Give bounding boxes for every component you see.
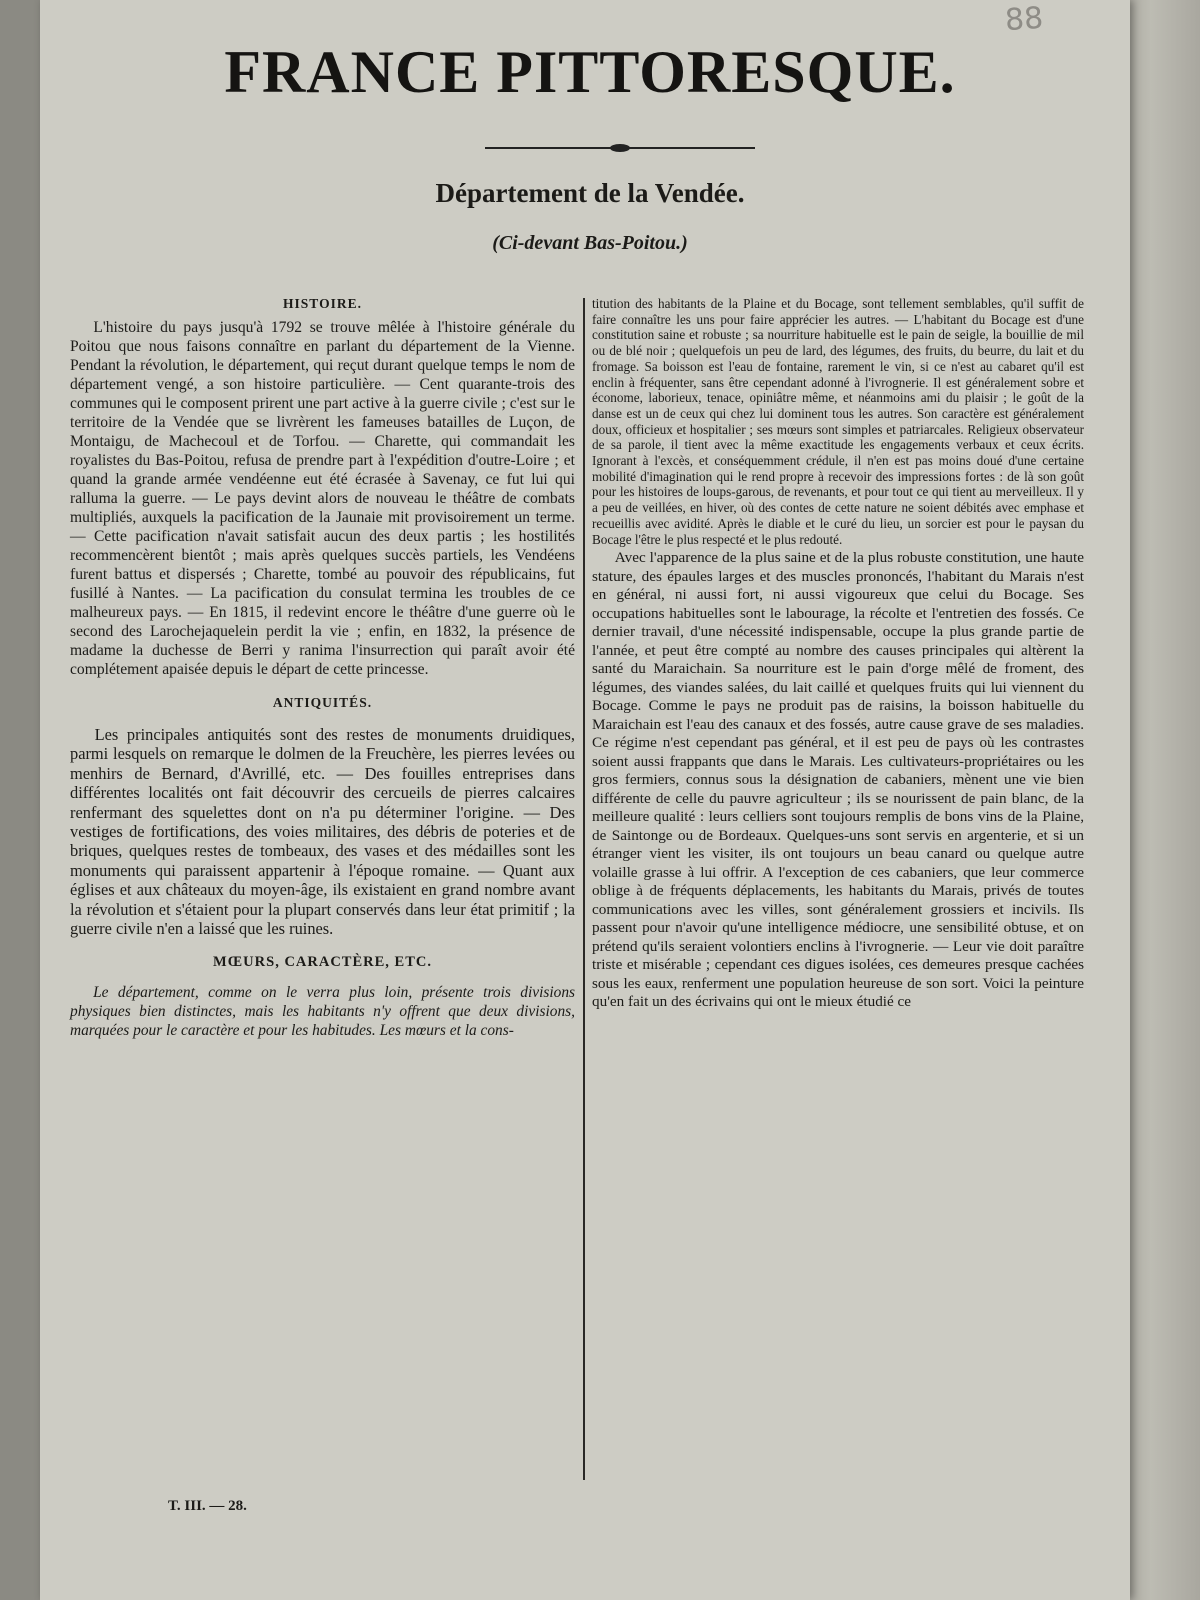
rule-ornament: [610, 144, 630, 152]
left-column: [70, 296, 575, 1040]
section-heading-moeurs: MŒURS, CARACTÈRE, ETC.: [213, 954, 432, 971]
department-subtitle: (Ci-devant Bas-Poitou.): [492, 232, 688, 254]
section-heading-antiquites: ANTIQUITÉS.: [272, 695, 373, 710]
moeurs-paragraph: Le département, comme on le verra plus loin, présente trois divisions physiques bien distinctes, mais les habitants n'y offrent que deux divisions, marquées pour le caractère et pour les habitudes. Les mœurs et la cons-: [70, 984, 575, 1040]
publication-title: FRANCE PITTORESQUE.: [224, 39, 956, 105]
marais-paragraph: Avec l'apparence de la plus saine et de la plus robuste constitution, une haute stature, des épaules larges et des muscles prononcés, l'habitant du Marais n'est en général, ni aussi fort, ni aussi vigoureux que celui du Bocage. Ses occupations habituelles sont le labourage, la récolte et l'entretien des fossés. Ce dernier travail, d'une nécessité indispensable, occupe la plus grande partie de l'année, et peut être compté au nombre des causes principales qui altèrent la santé du Maraichain. Sa nourriture est le pain d'orge mêlé de froment, des légumes, des viandes salées, du lait caillé et quelques fruits qui lui viennent du Bocage. Comme le pays ne produit pas de raisins, la boisson habituelle du Maraichain est l'eau des canaux et des fossés, autre cause grave de ses maladies. Ce régime n'est cependant pas général, et il est peu de pays où les contrastes soient aussi frappants que dans le Marais. Les cultivateurs-propriétaires ou les gros fermiers, connus sous la désignation de cabaniers, mènent une vie bien différente de celle du pauvre agriculteur ; ils se nourissent de pain blanc, de la meilleure qualité : leurs celliers sont toujours remplis de bons vins de la Plaine, de Saintonge ou de Bordeaux. Quelques-uns sont servis en argenterie, et si un étranger vient les visiter, ils ont toujours un beau canard ou quelque autre volaille grasse à lui offrir. A l'exception de ces cabaniers, que leur commerce oblige à de fréquents déplacements, les habitants du Marais, privés de toutes communications avec les villes, sont généralement grossiers et incivils. Ils passent pour n'avoir qu'une intelligence médiocre, une sensibilité obtuse, et on prétend qu'ils seraient volontiers enclins à l'ivrognerie. — Leur vie doit paraître triste et misérable ; cependant ces digues isolées, ces demeures presque cachées sous les eaux, renferment une population heureuse de son sort. Voici la peinture qu'en fait un des écrivains qui ont le mieux étudié ce: [592, 549, 1084, 1011]
antiquites-paragraph: Les principales antiquités sont des restes de monuments druidiques, parmi lesquels on remarque le dolmen de la Freuchère, les pierres levées ou menhirs de Bernard, d'Avrillé, etc. — Des fouilles entreprises dans différentes localités ont fait découvrir des cercueils de pierres calcaires renfermant des squelettes dont on n'a pu déterminer l'origine. — Des vestiges de fortifications, des voies militaires, des débris de poteries et de briques, quelques restes de tombeaux, des vases et des médailles sont les monuments qui paraissent appartenir à l'époque romaine. — Quant aux églises et aux châteaux du moyen-âge, ils existaient en grand nombre avant la révolution et s'étaient pour la plupart conservés dans leur état primitif ; la guerre civile n'en a laissé que les ruines.: [70, 725, 575, 939]
page-folio: T. III. — 28.: [168, 1498, 247, 1514]
histoire-paragraph: L'histoire du pays jusqu'à 1792 se trouve mêlée à l'histoire générale du Poitou que nous faisons connaître en parlant du département de la Vienne. Pendant la révolution, le département, qui reçut durant quelque temps le nom de département vengé, a son histoire particulière. — Cent quarante-trois des communes qui le composent prirent une part active à la guerre civile ; c'est sur le territoire de la Vendée que se livrèrent les fameuses batailles de Luçon, de Montaigu, de Machecoul et de Torfou. — Charette, qui commandait les royalistes du Bas-Poitou, refusa de prendre part à l'expédition d'outre-Loire ; et quand la grande armée vendéenne eut été écrasée à Savenay, ce fut lui qui ralluma la guerre. — Le pays devint alors de nouveau le théâtre de combats multipliés, auxquels la pacification de la Jaunaie mit provisoirement un terme. — Cette pacification n'avait satisfait aucun des deux partis ; les hostilités recommencèrent bientôt ; mais après quelques succès partiels, les Vendéens furent battus et dispersés ; Charette, tombé au pouvoir des républicains, fut fusillé à Nantes. — La pacification du consulat termina les troubles de ce malheureux pays. — En 1815, il redevint encore le théâtre d'une guerre où le second des Larochejaquelein perdit la vie ; enfin, en 1832, la présence de madame la duchesse de Berri y ranima l'insurrection qui paraît avoir été complétement apaisée depuis le départ de cette princesse.: [70, 319, 575, 678]
pencil-annotation: 88: [1003, 0, 1045, 39]
column-divider: [583, 298, 585, 1480]
section-heading-histoire: HISTOIRE.: [283, 296, 362, 311]
bocage-paragraph: titution des habitants de la Plaine et du Bocage, sont tellement semblables, qu'il suffit de faire connaître les uns pour faire apprécier les autres. — L'habitant du Bocage est d'une constitution saine et robuste ; sa nourriture habituelle est le pain de seigle, la bouillie de mil ou de blé noir ; quelquefois un peu de lard, des légumes, des fruits, du beurre, du lait et du fromage. Sa boisson est l'eau de fontaine, rarement le vin, si ce n'est au cabaret qu'il est enclin à fréquenter, sans être cependant adonné à l'ivrognerie. Il est généralement sobre et économe, laborieux, tenace, opiniâtre même, et néanmoins ami du plaisir ; le goût de la danse est un de ceux qui chez lui dominent tous les autres. Son caractère est généralement doux, officieux et hospitalier ; ses mœurs sont simples et patriarcales. Religieux observateur de sa parole, il tient avec la même exactitude les engagements verbaux et ceux écrits. Ignorant à l'excès, et conséquemment crédule, il n'en est pas moins doué d'une certaine mobilité d'imagination qui le rend propre à recevoir des impressions fortes : de là son goût pour les histoires de loups-garous, de revenants, et pour tout ce qui tient au merveilleux. Il y a peu de veillées, en hiver, où des contes de cette nature ne soient débités avec emphase et recueillis avec avidité. Après le diable et le curé du lieu, un sorcier est pour le paysan du Bocage l'être le plus respecté et le plus redouté.: [592, 296, 1084, 547]
ornamental-rule: [485, 146, 755, 150]
right-column: [592, 296, 1084, 1012]
department-heading: Département de la Vendée.: [435, 178, 745, 208]
